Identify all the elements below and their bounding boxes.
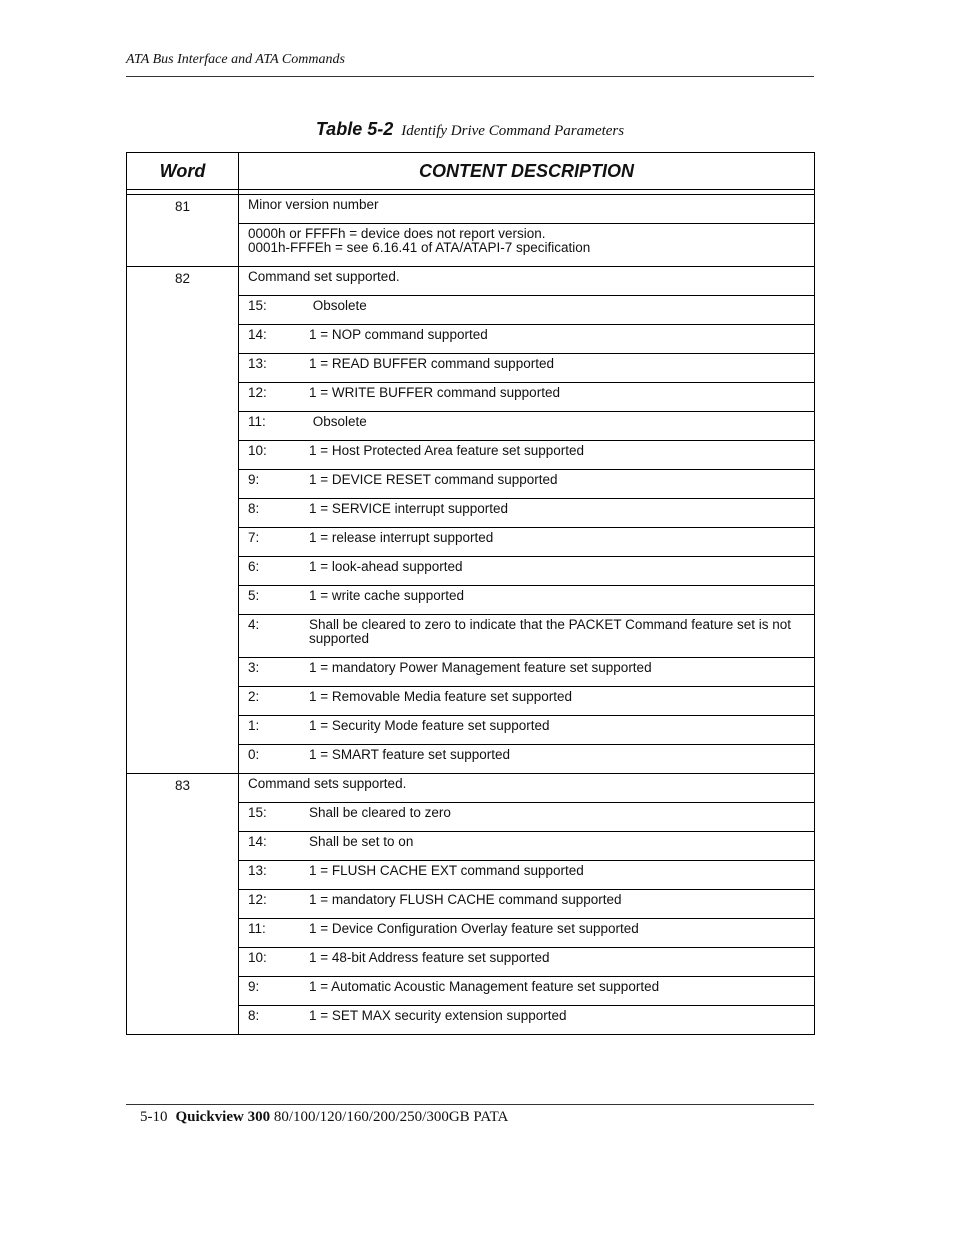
bit-number: 4:: [248, 617, 260, 632]
bit-number: 10:: [248, 950, 267, 965]
identify-drive-table: [126, 152, 815, 1035]
bit-description: Shall be cleared to zero to indicate that the PACKET Command feature set is not supported: [309, 617, 792, 646]
desc-cell: [239, 615, 815, 658]
bit-description: 1 = SET MAX security extension supported: [309, 1008, 567, 1023]
word-cell-82: 82: [127, 267, 239, 774]
bit-description: 1 = NOP command supported: [309, 327, 488, 342]
desc-cell: [239, 224, 815, 267]
bit-number: 6:: [248, 559, 260, 574]
bit-description: 1 = Automatic Acoustic Management feature set supported: [309, 979, 660, 994]
bit-description: Obsolete: [309, 298, 367, 313]
bit-description: Obsolete: [309, 414, 367, 429]
bit-number: 5:: [248, 588, 260, 603]
table-title: Identify Drive Command Parameters: [401, 123, 625, 139]
desc-cell: [239, 832, 815, 861]
bit-number: 13:: [248, 356, 267, 371]
bit-number: 14:: [248, 834, 267, 849]
desc-cell: [239, 803, 815, 832]
bit-description: 1 = Removable Media feature set supported: [309, 689, 573, 704]
desc-cell: [239, 890, 815, 919]
bit-description: 1 = Device Configuration Overlay feature set supported: [309, 921, 639, 936]
desc-cell: Command set supported.: [239, 267, 815, 296]
page-footer: [140, 1109, 508, 1126]
desc-cell: [239, 325, 815, 354]
bit-description: 1 = SMART feature set supported: [309, 747, 510, 762]
desc-cell: [239, 586, 815, 615]
desc-cell: [239, 658, 815, 687]
bit-number: 7:: [248, 530, 260, 545]
column-header-content-description: CONTENT DESCRIPTION: [239, 153, 815, 190]
bit-number: 0:: [248, 747, 260, 762]
desc-cell: Minor version number: [239, 195, 815, 224]
table-row: [127, 267, 815, 296]
column-header-word: Word: [127, 153, 239, 190]
desc-cell: [239, 745, 815, 774]
bit-number: 11:: [248, 414, 266, 429]
product-name: Quickview 300: [175, 1109, 271, 1125]
bit-number: 1:: [248, 718, 260, 733]
desc-cell: [239, 557, 815, 586]
bit-description: 1 = 48-bit Address feature set supported: [309, 950, 550, 965]
bit-description: 1 = write cache supported: [309, 588, 464, 603]
desc-cell: [239, 296, 815, 325]
bit-description: 1 = FLUSH CACHE EXT command supported: [309, 863, 584, 878]
bit-description: Shall be cleared to zero: [309, 805, 451, 820]
desc-cell: [239, 441, 815, 470]
desc-cell: [239, 528, 815, 557]
desc-cell: [239, 919, 815, 948]
desc-cell: [239, 383, 815, 412]
header-rule: [126, 76, 814, 77]
desc-cell: [239, 948, 815, 977]
table-row: [127, 774, 815, 803]
bit-number: 15:: [248, 298, 267, 313]
bit-number: 9:: [248, 472, 260, 487]
desc-cell: [239, 861, 815, 890]
desc-line: 0001h-FFFEh = see 6.16.41 of ATA/ATAPI-7 specification: [248, 240, 591, 255]
bit-number: 12:: [248, 892, 267, 907]
product-capacities: 80/100/120/160/200/250/300GB PATA: [273, 1109, 509, 1125]
table-number: Table 5-2: [315, 119, 394, 139]
bit-description: 1 = look-ahead supported: [309, 559, 463, 574]
desc-cell: [239, 687, 815, 716]
desc-cell: [239, 412, 815, 441]
bit-number: 10:: [248, 443, 267, 458]
running-header: ATA Bus Interface and ATA Commands: [126, 52, 345, 67]
bit-number: 14:: [248, 327, 267, 342]
bit-number: 3:: [248, 660, 260, 675]
bit-description: 1 = WRITE BUFFER command supported: [309, 385, 560, 400]
table-caption: [126, 119, 814, 140]
desc-cell: [239, 1006, 815, 1035]
desc-line: 0000h or FFFFh = device does not report version.: [248, 226, 546, 241]
word-cell-81: 81: [127, 195, 239, 267]
desc-cell: [239, 716, 815, 745]
desc-cell: Command sets supported.: [239, 774, 815, 803]
page-number: 5-10: [140, 1109, 168, 1125]
word-cell-83: 83: [127, 774, 239, 1035]
bit-description: 1 = Host Protected Area feature set supported: [309, 443, 585, 458]
bit-description: 1 = SERVICE interrupt supported: [309, 501, 508, 516]
bit-description: 1 = mandatory Power Management feature set supported: [309, 660, 652, 675]
bit-number: 15:: [248, 805, 267, 820]
bit-number: 13:: [248, 863, 267, 878]
bit-description: 1 = mandatory FLUSH CACHE command supported: [309, 892, 622, 907]
desc-cell: [239, 499, 815, 528]
bit-number: 9:: [248, 979, 260, 994]
bit-number: 12:: [248, 385, 267, 400]
bit-description: 1 = Security Mode feature set supported: [309, 718, 550, 733]
bit-description: 1 = READ BUFFER command supported: [309, 356, 554, 371]
bit-number: 11:: [248, 921, 266, 936]
bit-description: Shall be set to on: [309, 834, 414, 849]
bit-number: 8:: [248, 1008, 260, 1023]
desc-cell: [239, 470, 815, 499]
desc-cell: [239, 354, 815, 383]
bit-number: 2:: [248, 689, 260, 704]
bit-description: 1 = DEVICE RESET command supported: [309, 472, 558, 487]
desc-cell: [239, 977, 815, 1006]
bit-description: 1 = release interrupt supported: [309, 530, 494, 545]
footer-rule: [126, 1104, 814, 1105]
bit-number: 8:: [248, 501, 260, 516]
table-row: [127, 195, 815, 224]
